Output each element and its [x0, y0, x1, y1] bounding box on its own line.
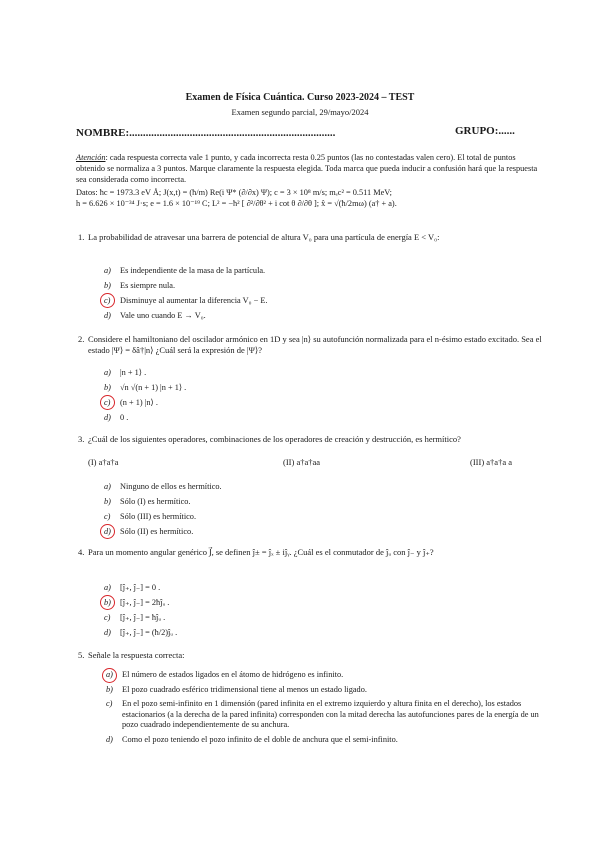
question-number: 2. [78, 334, 85, 344]
option-text: Ninguno de ellos es hermítico. [120, 482, 222, 491]
option-d[interactable] [106, 735, 546, 750]
option-letter: a) [104, 482, 111, 491]
option-letter: d) [106, 734, 113, 744]
question-5-options [106, 670, 546, 750]
option-a[interactable] [106, 670, 546, 685]
option-letter: d) [104, 311, 111, 320]
option-a[interactable] [104, 365, 544, 380]
question-2 [78, 334, 548, 356]
option-text: El pozo cuadrado esférico tridimensional tiene al menos un estado ligado. [122, 684, 367, 694]
option-letter: a) [104, 266, 111, 275]
name-field: NOMBRE:........................................................................... [76, 127, 336, 139]
option-text: √n √(n + 1) |n + 1⟩ . [120, 383, 187, 392]
option-text: 0 . [120, 413, 129, 422]
option-b[interactable] [104, 494, 544, 509]
option-letter: d) [104, 413, 111, 422]
question-1-options [104, 263, 544, 323]
option-text: Disminuye al aumentar la diferencia V₀ − E. [120, 296, 268, 305]
instructions [76, 153, 546, 185]
option-c[interactable] [104, 395, 544, 410]
option-b[interactable] [104, 595, 544, 610]
question-number: 3. [78, 434, 85, 444]
option-d[interactable] [104, 524, 544, 539]
option-c[interactable] [104, 293, 544, 308]
option-text: [ĵ₊, ĵ₋] = 2ħĵᵤ . [120, 598, 170, 607]
option-text: [ĵ₊, ĵ₋] = (ħ/2)ĵᵤ . [120, 628, 178, 637]
option-a[interactable] [104, 580, 544, 595]
option-letter: b) [104, 497, 111, 506]
option-text: [ĵ₊, ĵ₋] = 0 . [120, 583, 161, 592]
selected-answer-circle [100, 595, 115, 610]
option-letter: b) [106, 684, 113, 694]
question-number: 4. [78, 547, 85, 557]
instructions-heading: Atención [76, 153, 106, 162]
question-4-options [104, 580, 544, 640]
option-text: En el pozo semi-infinito en 1 dimensión (pared infinita en el extremo izquierdo y altura finita en el derecho), los estados estacionarios (a la derecha de la pared infinita) corresponden con la mitad derecha las autofunciones pares de la energía de un pozo cuadrado independientemente de su anchura. [122, 699, 539, 730]
option-letter: c) [104, 613, 111, 622]
question-text: Para un momento angular genérico J⃗, se definen ĵ± = ĵₓ ± iĵᵧ. ¿Cuál es el conmutador de ĵᵤ con ĵ₋ y ĵ₊? [88, 547, 434, 557]
option-text: Es siempre nula. [120, 281, 176, 290]
option-letter: c) [106, 699, 113, 709]
option-c[interactable] [104, 509, 544, 524]
question-text: Señale la respuesta correcta: [88, 650, 185, 660]
exam-title: Examen de Física Cuántica. Curso 2023-2024 – TEST [185, 92, 415, 103]
option-d[interactable] [104, 625, 544, 640]
option-d[interactable] [104, 410, 544, 425]
question-text: ¿Cuál de los siguientes operadores, combinaciones de los operadores de creación y destrucción, es hermítico? [88, 434, 461, 444]
option-a[interactable] [104, 479, 544, 494]
option-b[interactable] [104, 380, 544, 395]
option-letter: b) [104, 383, 111, 392]
option-a[interactable] [104, 263, 544, 278]
option-text: Como el pozo teniendo el pozo infinito de el doble de anchura que el semi-infinito. [122, 734, 398, 744]
question-1 [78, 232, 548, 243]
option-text: Sólo (III) es hermítico. [120, 512, 197, 521]
question-3-options [104, 479, 544, 539]
option-b[interactable] [106, 685, 546, 700]
option-text: El número de estados ligados en el átomo de hidrógeno es infinito. [122, 670, 344, 679]
constants-line-1: Datos: ħc = 1973.3 eV Å; J(x,t) = (ħ/m) Re(i Ψ* (∂/∂x) Ψ); c = 3 × 10⁸ m/s; mₑc² = 0.511 MeV; [76, 188, 392, 197]
question-number: 5. [78, 650, 85, 660]
option-text: Es independiente de la masa de la partícula. [120, 266, 266, 275]
option-text: (n + 1) |n⟩ . [120, 398, 158, 407]
selected-answer-circle [100, 395, 115, 410]
operator-ii: (II) a†a†aa [283, 457, 321, 467]
selected-answer-circle [100, 293, 115, 308]
option-letter: b) [104, 598, 111, 607]
option-letter: a) [104, 368, 111, 377]
question-2-options [104, 365, 544, 425]
constants-block [76, 188, 546, 210]
question-5 [78, 650, 548, 661]
option-letter: d) [104, 628, 111, 637]
instructions-text: : cada respuesta correcta vale 1 punto, y cada incorrecta resta 0.25 puntos (las no contestadas valen cero). El total de puntos obtenido se normaliza a 3 puntos. Marque claramente la respuesta elegida. Toda marca que pueda inducir a confusión hará que la respuesta sea considerada como incorrecta. [76, 153, 538, 184]
option-c[interactable] [104, 610, 544, 625]
operator-iii: (III) a†a†a a [470, 457, 512, 467]
operator-i: (I) a†a†a [88, 457, 119, 467]
option-text: Sólo (II) es hermítico. [120, 527, 194, 536]
question-number: 1. [78, 232, 85, 242]
selected-answer-circle [100, 524, 115, 539]
question-3 [78, 434, 548, 445]
option-d[interactable] [104, 308, 544, 323]
option-text: Vale uno cuando E → V₀. [120, 311, 206, 320]
option-letter: c) [104, 512, 111, 521]
option-letter: b) [104, 281, 111, 290]
option-text: |n + 1⟩ . [120, 368, 147, 377]
question-text: Considere el hamiltoniano del oscilador armónico en 1D y sea |n⟩ su autofunción normalizada para el n-ésimo estado excitado. Sea el estado |Ψ⟩ = δâ†|n⟩ ¿Cuál será la expresión de |Ψ⟩? [88, 334, 542, 355]
exam-subtitle: Examen segundo parcial, 29/mayo/2024 [231, 107, 369, 117]
question-text: La probabilidad de atravesar una barrera de potencial de altura V₀ para una partícula de energía E < V₀: [88, 232, 440, 242]
option-b[interactable] [104, 278, 544, 293]
group-field: GRUPO:...... [455, 125, 515, 137]
option-c[interactable] [106, 699, 546, 735]
option-text: Sólo (I) es hermítico. [120, 497, 191, 506]
option-letter: d) [104, 527, 111, 536]
option-letter: c) [104, 398, 111, 407]
option-letter: a) [104, 583, 111, 592]
constants-line-2: h = 6.626 × 10⁻³⁴ J·s; e = 1.6 × 10⁻¹⁹ C; L² = −ħ² [ ∂²/∂θ² + i cot θ ∂/∂θ ]; x̂ = √(ħ/2mω) (a† + a). [76, 198, 397, 208]
question-4 [78, 547, 548, 558]
option-letter: c) [104, 296, 111, 305]
option-text: [ĵ₊, ĵ₋] = ħĵᵤ . [120, 613, 166, 622]
option-letter: a) [106, 670, 113, 679]
